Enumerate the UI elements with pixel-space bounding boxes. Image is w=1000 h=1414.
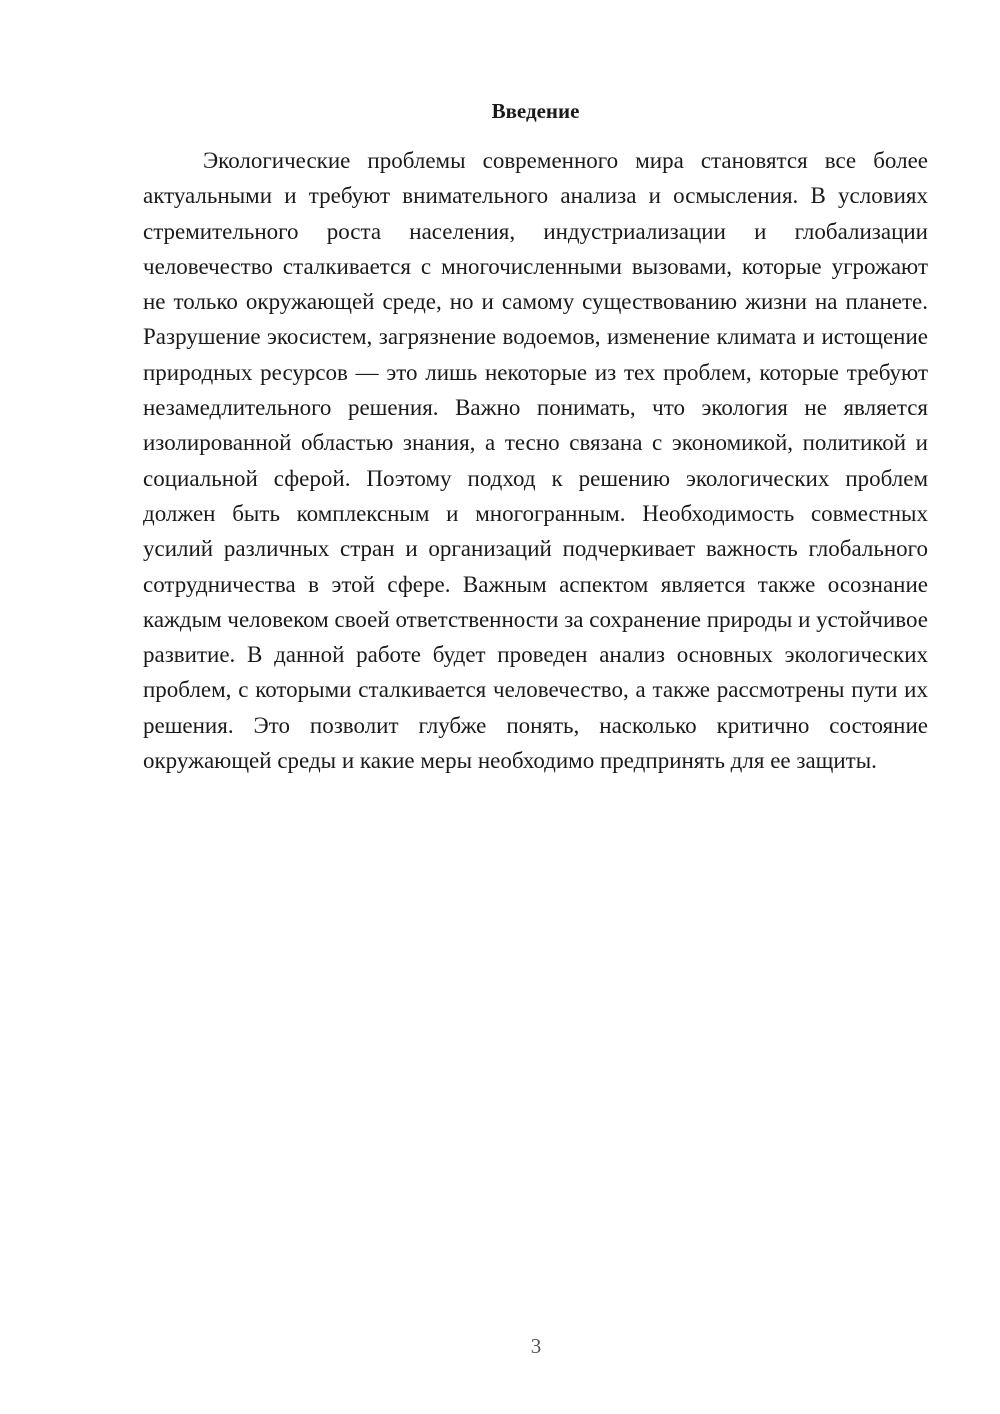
section-title: Введение [491,99,580,123]
page-number: 3 [530,1334,542,1358]
body-paragraph: Экологические проблемы современного мира становятся все более актуальными и требуют внимательного анализа и осмысления. В условиях стремительного роста населения, индустриализации и глобализации человечество сталкивается с многочисленными вызовами, которые угрожают не только окружающей среде, но и самому существованию жизни на планете. Разрушение экосистем, загрязнение водоемов, изменение климата и истощение природных ресурсов — это лишь некоторые из тех проблем, которые требуют незамедлительного решения. Важно понимать, что экология не является изолированной областью знания, а тесно связана с экономикой, политикой и социальной сферой. Поэтому подход к решению экологических проблем должен быть комплексным и многогранным. Необходимость совместных усилий различных стран и организаций подчеркивает важность глобального сотрудничества в этой сфере. Важным аспектом является также осознание каждым человеком своей ответственности за сохранение природы и устойчивое развитие. В данной работе будет проведен анализ основных экологических проблем, с которыми сталкивается человечество, а также рассмотрены пути их решения. Это позволит глубже понять, насколько критично состояние окружающей среды и какие меры необходимо предпринять для ее защиты. [143,148,928,774]
